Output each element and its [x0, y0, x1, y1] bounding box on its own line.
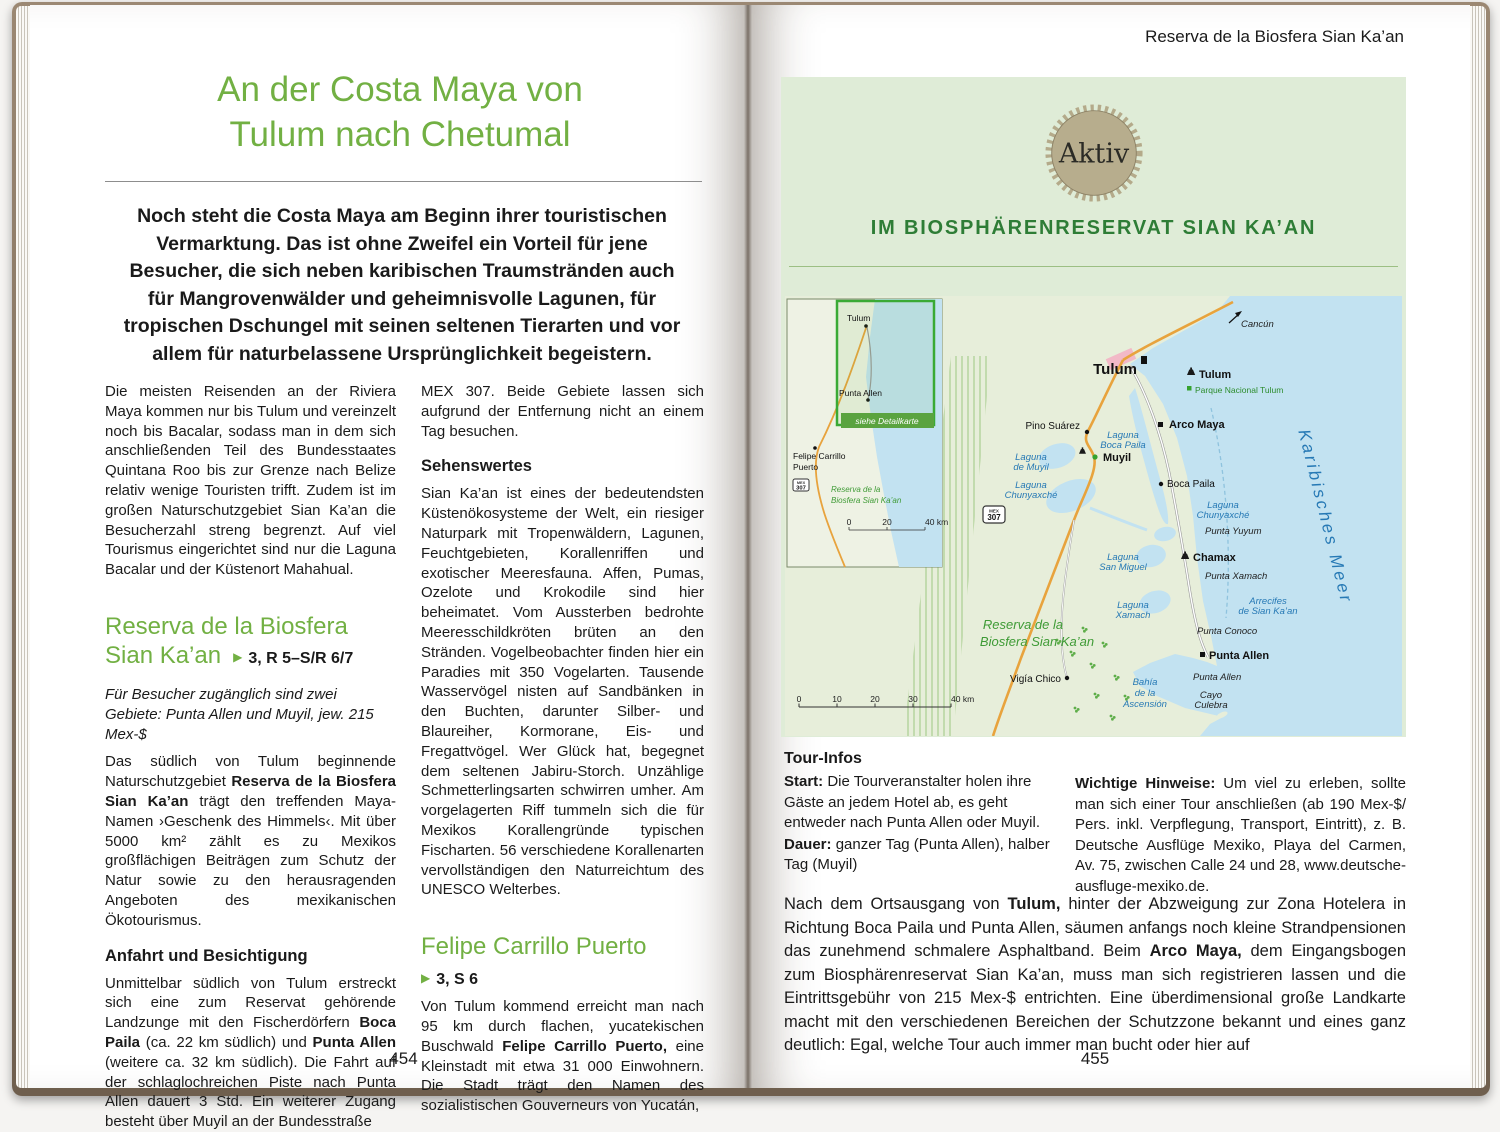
panel-rule — [789, 266, 1398, 267]
label-cayo-1: Cayo — [1199, 690, 1223, 701]
triangle-icon: ▶ — [421, 971, 431, 986]
label-punta-xamach: Punta Xamach — [1205, 571, 1268, 582]
body-paragraph: Nach dem Ortsausgang von Tulum, hinter der Abzweigung zur Zona Hotelera in Richtung Boca Paila und Punta Allen, säumen anfangs noch kleine Strandpensionen das zunehmend schmalere Asphaltband. Beim Arco Maya, dem Eingangsbogen zum Biosphärenreservat Sian Ka’an, muss man sich registrieren lassen und die Eintrittsgebühr von 215 Mex-$ entrichten. Eine überdimensional große Landkarte macht mit den verschiedenen Bereichen der Schutzzone bekannt und eines ganz deutlich: Egal, welche Tour auch immer man bucht oder hier auf — [784, 895, 1406, 1054]
inset-label-reserva-1: Reserva de la — [831, 485, 881, 494]
page-stack-right — [1470, 6, 1486, 1088]
label-punta-conoco: Punta Conoco — [1197, 626, 1258, 637]
paragraph: Die meisten Reisenden an der Riviera Maya kommen nur bis Tulum und vereinzelt noch bis Bacalar, sodass man in dem sich anschließenden Teil des Bundesstaates Quintana Roo bis zur Grenze nach Belize relativ wenige Touristen trifft. Zudem ist im großen Naturschutzgebiet Sian Ka’an die Besucherzahl streng begrenzt. Auf viel Tourismus eingerichtet sind nur die Laguna Bacalar und der Küstenort Mahahual. — [105, 383, 396, 579]
label-punta-yuyum: Punta Yuyum — [1205, 526, 1262, 537]
label-reserva-1: Reserva de la — [982, 617, 1064, 632]
inset-shield-mex: MEX — [796, 481, 806, 485]
intro-paragraph: Noch steht die Costa Maya am Beginn ihrer touristischen Vermarktung. Das ist ohne Zweifel ein Vorteil für jene Besucher, die sich neben karibischen Traumstränden auch für Mangrovenwälder und geheimnisvolle Lagunen, für tropischen Dschungel mit seinen seltenen Tierarten und vor allem für naturbelassene Ursprünglichkeit begeistern. — [123, 205, 681, 365]
label-tulum-ruins: Tulum — [1199, 369, 1232, 381]
label-laguna-san-miguel-1: Laguna — [1107, 552, 1139, 563]
heading-line-1: Reserva de la Biosfera — [105, 612, 348, 640]
label-laguna-chunyaxche-w2: Chunyaxché — [1004, 490, 1058, 501]
paragraph: MEX 307. Beide Gebiete lassen sich aufgrund der Entfernung nicht an einem Tag besuchen. — [421, 383, 704, 440]
page-number-left: 454 — [389, 1049, 418, 1068]
shield-number: 307 — [987, 513, 1001, 522]
label-boca-paila: Boca Paila — [1167, 479, 1215, 490]
panel-title: IM BIOSPHÄRENRESERVAT SIAN KA’AN — [870, 217, 1317, 239]
heading-line-2: Sian Ka’an — [105, 641, 222, 669]
label-laguna-xamach-2: Xamach — [1115, 610, 1151, 621]
page-right — [748, 5, 1470, 1088]
section-heading-felipe: Felipe Carrillo Puerto — [421, 933, 647, 961]
label-laguna-chunyaxche-e1: Laguna — [1207, 500, 1239, 511]
inset-label-felipe-2: Puerto — [793, 462, 819, 472]
boca-paila-dot — [1159, 482, 1163, 486]
scale-40km: 40 km — [951, 694, 975, 704]
start-text: Die Tourveranstalter holen ihre Gäste an jedem Hotel ab, es geht entweder nach Punta Allen oder Muyil. — [784, 773, 1040, 831]
map-reference: ▶ 3, S 6 — [421, 971, 479, 989]
badge-label: Aktiv — [1058, 138, 1129, 170]
subheading-anfahrt: Anfahrt und Besichtigung — [105, 946, 308, 965]
label-laguna-boca-paila-1: Laguna — [1107, 430, 1139, 441]
label-siehe-detailkarte: siehe Detailkarte — [855, 415, 919, 426]
tour-start — [784, 772, 1062, 834]
label-cancun: Cancún — [1241, 319, 1274, 330]
label-muyil: Muyil — [1103, 452, 1132, 464]
vigia-chico-dot — [1065, 676, 1069, 680]
label-punta-allen-town: Punta Allen — [1209, 650, 1270, 662]
mex307-shield — [983, 506, 1005, 523]
inset-mex307-shield — [793, 479, 809, 492]
scale-0: 0 — [796, 694, 802, 704]
label-laguna-de-muyil-1: Laguna — [1015, 452, 1047, 463]
label-arrecifes-2: de Sian Ka’an — [1238, 606, 1298, 617]
visitor-note: Für Besucher zugänglich sind zwei Gebiete: Punta Allen und Muyil, jew. 215 Mex-$ — [105, 685, 374, 743]
paragraph: Unmittelbar südlich von Tulum erstreckt sich eine zum Reservat gehörende Landzunge mit den Fischerdörfern Boca Paila (ca. 22 km südlich) und Punta Allen (weitere ca. 32 km südlich). Die Fahrt auf der schlaglochreichen Piste nach Punta Allen dauert 3 Std. Ein weiterer Zugang besteht über Muyil an der Bundesstraße — [105, 974, 396, 1131]
label-chamax: Chamax — [1193, 552, 1236, 564]
paragraph: Von Tulum kommend erreicht man nach 95 km durch flachen, yucatekischen Buschwald Felipe Carrillo Puerto, eine Kleinstadt mit etwa 31 000 Einwohnern. Die Stadt trägt den Namen des sozialistischen Gouverneurs von Yucatán, — [421, 998, 704, 1115]
running-header: Reserva de la Biosfera Sian Ka’an — [1145, 27, 1404, 46]
label-parque-nacional: Parque Nacional Tulum — [1195, 385, 1284, 395]
inset-scale-20: 20 — [882, 517, 892, 527]
label-tulum-city: Tulum — [1093, 361, 1137, 378]
inset-label-tulum: Tulum — [847, 313, 871, 323]
right-column — [421, 382, 704, 1116]
scale-10: 10 — [832, 694, 842, 704]
tour-dauer — [784, 835, 1062, 876]
inset-label-reserva-2: Biosfera Sian Ka’an — [831, 496, 902, 505]
punta-allen-marker — [1200, 652, 1205, 657]
page-left — [30, 5, 748, 1131]
inset-fcp-dot — [813, 446, 817, 450]
tour-hinweise — [1075, 774, 1406, 897]
subheading-sehenswertes: Sehenswertes — [421, 457, 532, 476]
page-number-right: 455 — [1080, 1049, 1110, 1068]
inset-map — [787, 299, 948, 567]
inset-scale-40km: 40 km — [925, 517, 949, 527]
paragraph: Sian Ka’an ist eines der bedeutendsten Küstenökosysteme der Welt, ein riesiger Naturpark mit Tropenwäldern, Lagunen, Feuchtgebieten, Korallenriffen und exotischer Meeresfauna. Affen, Pumas, Ozelote und Krokodile sind hier beheimatet. Vom Aussterben bedrohte Meeresschildkröten brüten an den Stränden. Vogelbeobachter finden hier ein Paradies mit 350 Vogelarten. Tausende Wasservögel nisten auf Sandbänken in den Buchten, darunter Silber- und Blaureiher, Kormorane, Eis- und Fregattvögel. Wer Glück hat, begegnet dem seltenen Jabiru-Storch. Unzählige Schmetterlingsarten schwirren umher. Am vorgelagerten Riff tummeln sich die für Mexikos Korallengründe typischen Fischarten. 56 verschiedene Korallenarten vervollständigen den Naturreichtum des UNESCO Welterbes. — [421, 485, 704, 899]
label-laguna-chunyaxche-e2: Chunyaxché — [1196, 510, 1250, 521]
parque-nacional-dot — [1187, 386, 1192, 391]
label-laguna-chunyaxche-w1: Laguna — [1015, 480, 1047, 491]
inset-shield-number: 307 — [796, 485, 806, 492]
hinweise-text: Um viel zu erleben, sollte man sich einer Tour anschließen (ab 190 Mex-$/ Pers. inkl. Verpflegung, Transport, Eintritt), z. B. Deutsche Ausflüge Mexiko, Playa del Carmen, Av. 75, zwischen Calle 24 und 28, www.deutsche-ausfluge-mexiko.de. — [1075, 775, 1406, 895]
page-stack-left — [16, 6, 30, 1088]
shield-mex-text: MEX — [989, 508, 999, 514]
tour-infos-heading: Tour-Infos — [784, 750, 862, 767]
muyil-dot — [1092, 454, 1097, 459]
title-line-2: Tulum nach Chetumal — [229, 115, 571, 154]
tour-infos-left — [784, 750, 1062, 876]
label-laguna-xamach-1: Laguna — [1117, 600, 1149, 611]
book-spine — [744, 5, 752, 1088]
scale-30: 30 — [908, 694, 918, 704]
label-laguna-san-miguel-2: San Miguel — [1099, 562, 1147, 573]
label-bahia-3: Ascensión — [1123, 699, 1167, 710]
aktiv-panel — [781, 77, 1406, 737]
label-laguna-boca-paila-2: Boca Paila — [1100, 440, 1146, 451]
label-reserva-2: Biosfera Sian Ka’an — [979, 634, 1095, 649]
map-reference: ▶ 3, R 5–S/R 6/7 — [233, 649, 354, 667]
scale-20: 20 — [870, 694, 880, 704]
hinweise-label: Wichtige Hinweise: — [1075, 775, 1216, 792]
title-rule — [105, 181, 702, 182]
label-bahia-2: de la — [1134, 688, 1156, 699]
dauer-label: Dauer: — [784, 835, 832, 853]
gas-station-icon — [1141, 356, 1147, 364]
label-vigia-chico: Vigía Chico — [1010, 674, 1061, 685]
inset-label-punta-allen: Punta Allen — [839, 388, 883, 398]
title-line-1: An der Costa Maya von — [217, 70, 583, 109]
label-karibisches-meer: Karibisches Meer — [1294, 427, 1357, 606]
paragraph: Das südlich von Tulum beginnende Naturschutzgebiet Reserva de la Biosfera Sian Ka’an trägt den treffenden Maya-Namen ›Geschenk des Himmels‹. Mit über 5000 km² zählt es zu Mexikos großflächigen Beiträgen zum Schutz der Natur sowie zu den herausragenden Angeboten des mexikanischen Ökotourismus. — [105, 753, 396, 929]
label-arrecifes-1: Arrecifes — [1249, 596, 1287, 607]
tour-infos-right — [1075, 773, 1406, 897]
label-arco-maya: Arco Maya — [1169, 419, 1225, 431]
aktiv-badge — [1044, 103, 1144, 203]
page-title — [100, 67, 700, 157]
label-cayo-2: Culebra — [1194, 700, 1228, 711]
label-pino-suarez: Pino Suárez — [1025, 421, 1080, 432]
left-column — [105, 382, 396, 1132]
triangle-icon: ▶ — [233, 649, 243, 664]
sian-kaan-map — [785, 296, 1402, 736]
inset-scale-0: 0 — [846, 517, 852, 527]
label-bahia-1: Bahía — [1132, 677, 1158, 688]
label-laguna-de-muyil-2: de Muyil — [1013, 462, 1049, 473]
label-punta-allen-point: Punta Allen — [1193, 672, 1242, 683]
start-label: Start: — [784, 773, 824, 790]
pino-suarez-dot — [1085, 430, 1089, 434]
section-heading-reserva — [105, 612, 396, 673]
dauer-text: ganzer Tag (Punta Allen), halber Tag (Muyil) — [784, 835, 1050, 873]
inset-label-felipe-1: Felipe Carrillo — [793, 451, 846, 461]
arco-maya-marker — [1158, 422, 1163, 427]
